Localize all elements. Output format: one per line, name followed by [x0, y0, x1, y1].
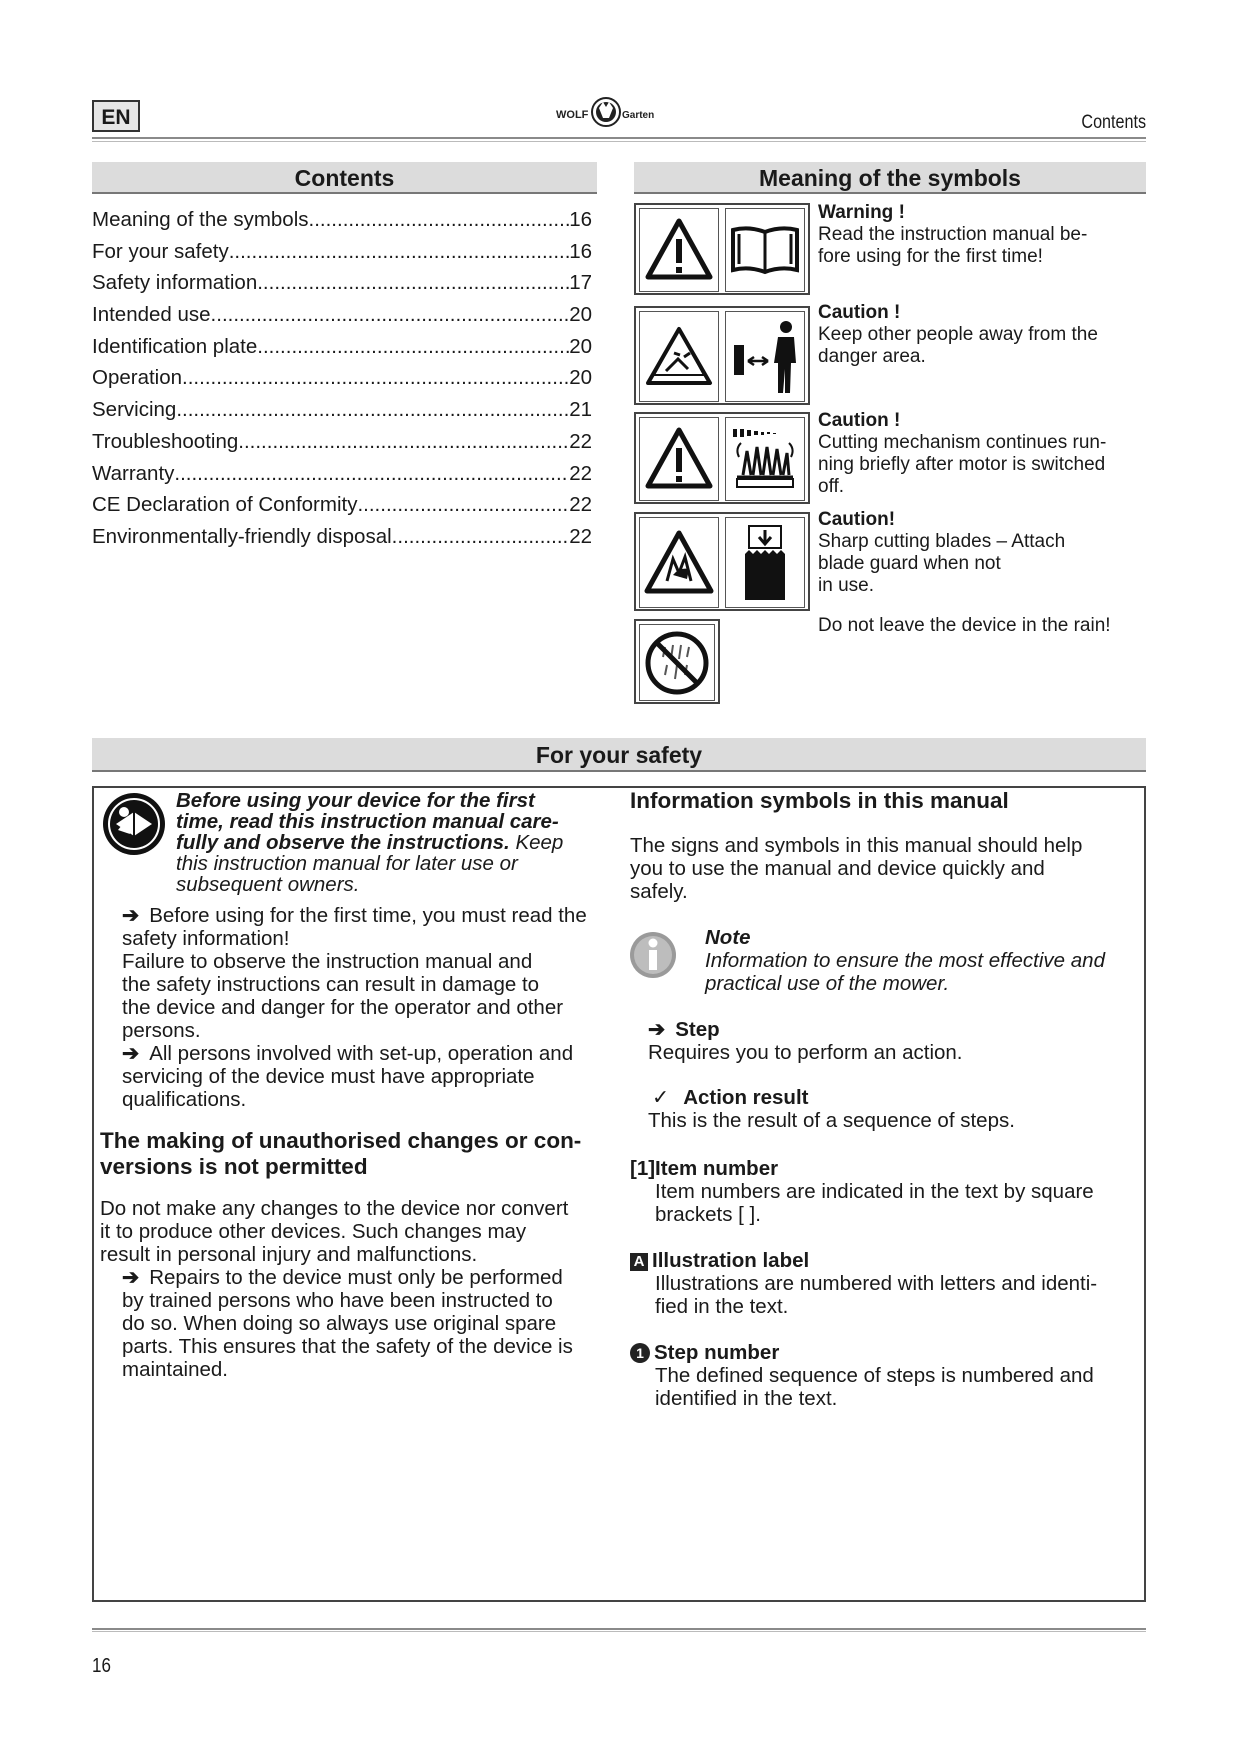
- illustration-line: Illustrations are numbered with letters and identi-: [655, 1272, 1098, 1295]
- para-line: result in personal injury and malfunctions.: [100, 1243, 478, 1266]
- toc-label: Servicing: [92, 398, 177, 422]
- toc-page: 20: [569, 334, 592, 358]
- table-of-contents: [92, 204, 592, 553]
- step-line: Before using for the first time, you must read the: [149, 904, 587, 927]
- note-line: practical use of the mower.: [705, 972, 950, 995]
- toc-label: Operation: [92, 366, 183, 390]
- toc-label: Environmentally-friendly disposal: [92, 524, 392, 548]
- toc-label: For your safety: [92, 239, 229, 263]
- read-manual-icon: [100, 790, 168, 858]
- step-text: Requires you to perform an action.: [648, 1041, 963, 1064]
- brand-logo: [556, 94, 686, 134]
- warning-book-icon: [634, 203, 810, 295]
- symbol-heading: Warning !: [818, 202, 905, 223]
- symbol-line: fore using for the first time!: [818, 246, 1043, 267]
- intro-line: you to use the manual and device quickly and: [630, 857, 1045, 880]
- unauthorised-changes-heading: [100, 1128, 620, 1180]
- step-line: Repairs to the device must only be performed: [149, 1266, 563, 1289]
- heading-line: versions is not permitted: [100, 1154, 368, 1179]
- brand-name: WOLF: [556, 109, 589, 121]
- step-number-legend: [630, 1341, 1140, 1410]
- toc-page: 22: [569, 493, 592, 517]
- intro-rest-first: Keep: [509, 831, 564, 854]
- footer-rule: [92, 1628, 1146, 1632]
- symbol-line: Do not leave the device in the rain!: [818, 615, 1111, 636]
- toc-page: 21: [569, 398, 592, 422]
- toc-row[interactable]: [92, 362, 592, 394]
- symbol-line: Read the instruction manual be-: [818, 224, 1088, 245]
- symbol-line: blade guard when not: [818, 553, 1001, 574]
- symbol-heading: Caution !: [818, 410, 901, 431]
- para-line: the safety instructions can result in damage to: [122, 973, 540, 996]
- symbol-line: Keep other people away from the: [818, 324, 1098, 345]
- toc-label: Identification plate: [92, 334, 258, 358]
- header-section-title: Contents: [1081, 112, 1146, 133]
- blade-guard-icon: [634, 512, 810, 611]
- unauthorised-changes-text: [100, 1197, 630, 1266]
- toc-page: 22: [569, 461, 592, 485]
- result-text: This is the result of a sequence of steps.: [648, 1109, 1015, 1132]
- intro-line: time, read this instruction manual care-: [176, 810, 559, 833]
- intro-line: this instruction manual for later use or: [176, 852, 518, 875]
- checkmark-icon: ✓: [652, 1086, 670, 1109]
- step-title: Step: [675, 1018, 720, 1041]
- step-line: servicing of the device must have appropriate: [122, 1065, 535, 1088]
- contents-title: Contents: [92, 162, 597, 194]
- toc-row[interactable]: [92, 204, 592, 236]
- item-line: brackets [ ].: [655, 1203, 761, 1226]
- para-line: the device and danger for the operator and other: [122, 996, 564, 1019]
- intro-line: safely.: [630, 880, 688, 903]
- toc-page: 16: [569, 208, 592, 231]
- symbols-title: Meaning of the symbols: [634, 162, 1146, 194]
- step-line: do so. When doing so always use original spare: [122, 1312, 557, 1335]
- keep-away-icon: [634, 306, 810, 405]
- step-number-line: identified in the text.: [655, 1387, 838, 1410]
- toc-page: 22: [569, 429, 592, 453]
- para-line: it to produce other devices. Such changes may: [100, 1220, 527, 1243]
- item-line: Item numbers are indicated in the text by square: [655, 1180, 1094, 1203]
- illustration-line: fied in the text.: [655, 1295, 789, 1318]
- symbol-desc-5: [818, 615, 1148, 637]
- intro-line: fully and observe the instructions.: [176, 831, 510, 854]
- toc-label: Intended use: [92, 303, 211, 327]
- safety-step-3: ➔ Repairs to the device must only be performed by trained persons who have been instructed to do so. When doing so always use original spare parts. This ensures that the safety of the device is maintained.: [122, 1266, 632, 1381]
- step-line: safety information!: [122, 927, 290, 950]
- note-title: Note: [705, 926, 751, 949]
- toc-row[interactable]: [92, 267, 592, 299]
- para-line: Failure to observe the instruction manual and: [122, 950, 533, 973]
- toc-label: CE Declaration of Conformity: [92, 493, 358, 517]
- step-number-line: The defined sequence of steps is numbered and: [655, 1364, 1094, 1387]
- toc-row[interactable]: [92, 331, 592, 363]
- toc-row[interactable]: [92, 521, 592, 553]
- step-line: All persons involved with set-up, operation and: [149, 1042, 574, 1065]
- step-number-title: Step number: [654, 1341, 780, 1364]
- symbol-desc-3: [818, 410, 1148, 498]
- safety-step-1: ➔ Before using for the first time, you must read the safety information! Failure to observe the instruction manual and the safety instructions can result in damage to the device and danger for the operator and other persons. ➔ All persons involved with set-up, operation and servicing of the device must have appropriate qualifications.: [122, 904, 632, 1111]
- toc-page: 22: [569, 524, 592, 548]
- toc-label: Meaning of the symbols: [92, 208, 309, 231]
- intro-line: Before using your device for the first: [176, 789, 535, 812]
- illustration-label-legend: [630, 1249, 1140, 1318]
- note-block: [705, 926, 1145, 995]
- symbol-line: Cutting mechanism continues run-: [818, 432, 1107, 453]
- step-line: by trained persons who have been instructed to: [122, 1289, 553, 1312]
- info-symbols-heading: Information symbols in this manual: [630, 788, 1009, 813]
- step-line: maintained.: [122, 1358, 228, 1381]
- symbol-line: in use.: [818, 575, 874, 596]
- symbol-line: danger area.: [818, 346, 926, 367]
- info-symbols-intro: [630, 834, 1140, 903]
- symbol-desc-4: [818, 509, 1148, 597]
- toc-row[interactable]: [92, 458, 592, 490]
- symbol-heading: Caution!: [818, 509, 896, 530]
- intro-line: subsequent owners.: [176, 873, 360, 896]
- cutter-runs-on-icon: [634, 412, 810, 504]
- symbol-heading: Caution !: [818, 302, 901, 323]
- toc-row[interactable]: [92, 236, 592, 268]
- toc-row[interactable]: [92, 426, 592, 458]
- note-line: Information to ensure the most effective and: [705, 949, 1105, 972]
- step-number-badge: 1: [630, 1343, 650, 1363]
- step-line: qualifications.: [122, 1088, 247, 1111]
- illustration-badge: A: [630, 1253, 648, 1271]
- safety-title: For your safety: [92, 738, 1146, 772]
- item-number-legend: [630, 1157, 1140, 1226]
- para-line: persons.: [122, 1019, 201, 1042]
- toc-label: Warranty: [92, 461, 175, 485]
- toc-row[interactable]: [92, 489, 592, 521]
- step-legend: [648, 1018, 1138, 1064]
- toc-row[interactable]: [92, 299, 592, 331]
- no-rain-icon: [634, 619, 720, 704]
- symbol-desc-2: [818, 302, 1148, 368]
- symbol-desc-1: [818, 202, 1148, 268]
- result-title: Action result: [683, 1086, 809, 1109]
- toc-page: 17: [569, 271, 592, 295]
- toc-row[interactable]: [92, 394, 592, 426]
- symbol-line: off.: [818, 476, 845, 497]
- toc-page: 20: [569, 303, 592, 327]
- toc-page: 20: [569, 366, 592, 390]
- language-badge: EN: [92, 100, 140, 132]
- brand-suffix: Garten: [622, 110, 655, 121]
- info-icon: [628, 930, 678, 980]
- symbol-line: Sharp cutting blades – Attach: [818, 531, 1066, 552]
- arrow-icon: ➔: [648, 1018, 666, 1041]
- illustration-title: Illustration label: [652, 1249, 810, 1272]
- para-line: Do not make any changes to the device nor convert: [100, 1197, 569, 1220]
- item-title: [1]Item number: [630, 1157, 779, 1180]
- symbol-line: ning briefly after motor is switched: [818, 454, 1106, 475]
- heading-line: The making of unauthorised changes or con-: [100, 1128, 582, 1153]
- toc-label: Safety information: [92, 271, 258, 295]
- toc-page: 16: [569, 239, 592, 263]
- safety-intro: [176, 790, 626, 895]
- step-line: parts. This ensures that the safety of the device is: [122, 1335, 573, 1358]
- action-result-legend: [648, 1086, 1138, 1132]
- toc-label: Troubleshooting: [92, 429, 239, 453]
- page-number: 16: [92, 1655, 111, 1677]
- intro-line: The signs and symbols in this manual should help: [630, 834, 1083, 857]
- header-rule: [92, 137, 1146, 142]
